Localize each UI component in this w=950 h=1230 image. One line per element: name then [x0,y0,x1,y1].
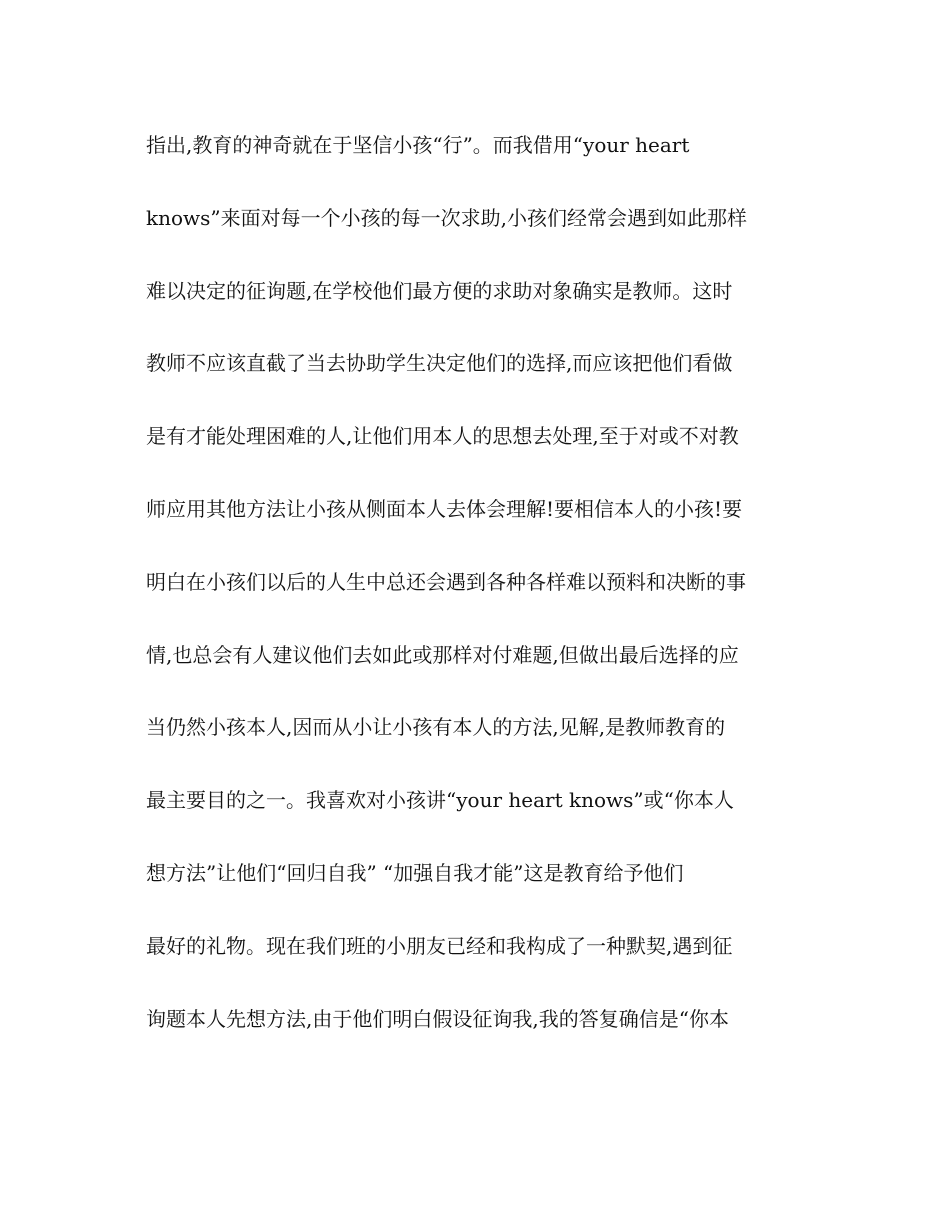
text-line: 想方法”让他们“回归自我” “加强自我才能”这是教育给予他们 [146,860,684,885]
text-line: 明白在小孩们以后的人生中总还会遇到各种各样难以预料和决断的事 [146,569,746,594]
text-line: 教师不应该直截了当去协助学生决定他们的选择,而应该把他们看做 [146,351,733,376]
text-line: 情,也总会有人建议他们去如此或那样对付难题,但做出最后选择的应 [146,642,739,667]
text-line: 最好的礼物。现在我们班的小朋友已经和我构成了一种默契,遇到征 [146,933,733,958]
text-line: 难以决定的征询题,在学校他们最方便的求助对象确实是教师。这时 [146,278,733,303]
text-line: 师应用其他方法让小孩从侧面本人去体会理解!要相信本人的小孩!要 [146,496,743,521]
text-line: 询题本人先想方法,由于他们明白假设征询我,我的答复确信是“你本 [146,1006,729,1031]
text-line: knows”来面对每一个小孩的每一次求助,小孩们经常会遇到如此那样 [146,205,748,230]
text-line: 当仍然小孩本人,因而从小让小孩有本人的方法,见解,是教师教育的 [146,715,726,740]
text-line: 指出,教育的神奇就在于坚信小孩“行”。而我借用“your heart [146,133,690,157]
text-line: 是有才能处理困难的人,让他们用本人的思想去处理,至于对或不对教 [146,424,739,449]
body-text [146,127,806,1073]
text-line: 最主要目的之一。我喜欢对小孩讲“your heart knows”或“你本人 [146,788,734,813]
